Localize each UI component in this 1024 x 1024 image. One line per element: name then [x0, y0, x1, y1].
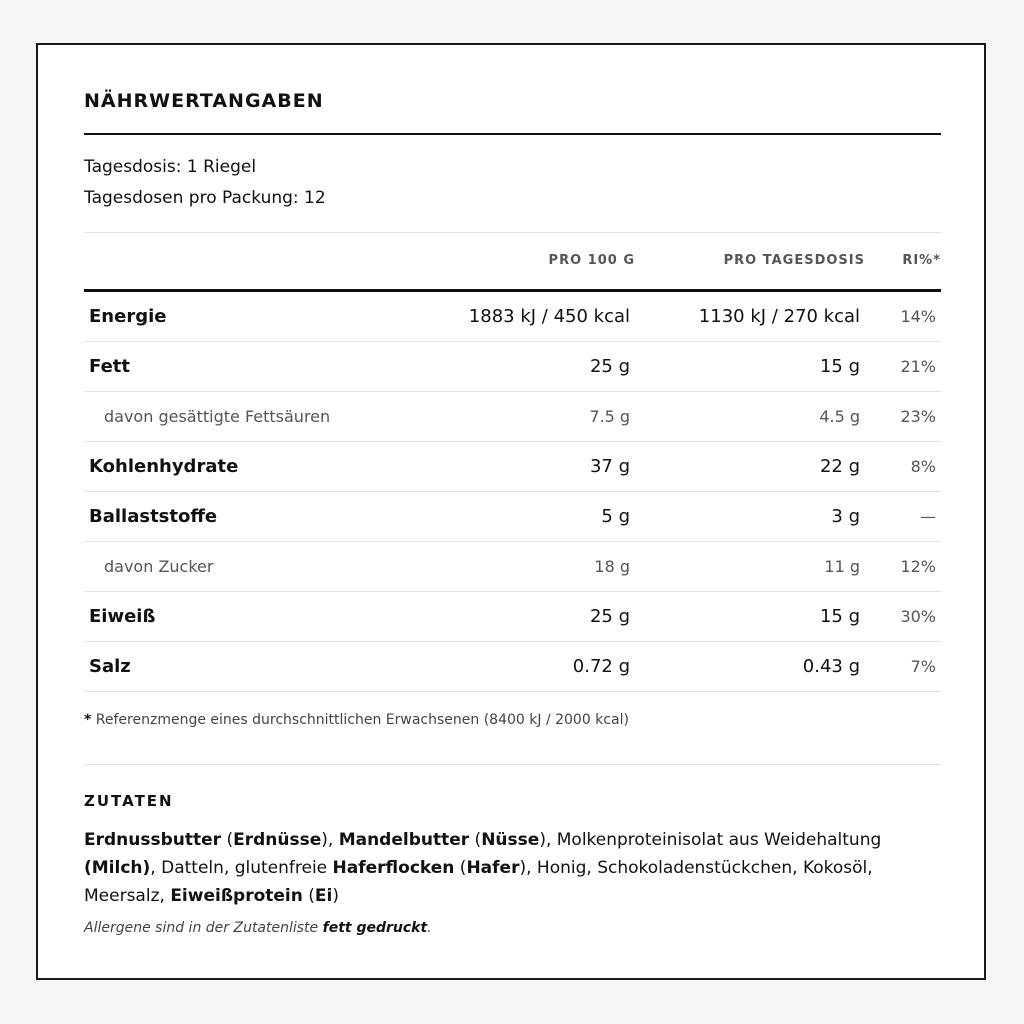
value-per-dose: 4.5 g: [819, 407, 860, 426]
footnote-text: Referenzmenge eines durchschnittlichen Erwachsenen (8400 kJ / 2000 kcal): [91, 712, 629, 728]
footnote-marker: *: [84, 712, 92, 728]
ingredient-text: (: [469, 830, 482, 850]
nutrient-name: Ballaststoffe: [89, 506, 218, 527]
value-ri: 23%: [900, 407, 936, 426]
nutrient-name: davon Zucker: [104, 557, 214, 576]
value-ri: —: [920, 507, 936, 526]
value-per-dose: 11 g: [824, 557, 860, 576]
ingredient-text: ), Molkenproteinisolat aus Weidehaltung: [539, 830, 882, 850]
table-row: [84, 342, 941, 392]
allergen-bold: Ei: [314, 886, 333, 906]
value-per-dose: 15 g: [819, 606, 860, 627]
ingredient-text: ): [332, 886, 339, 906]
table-row: [84, 492, 941, 542]
note-bold: fett gedruckt: [322, 920, 428, 936]
value-per-100g: 1883 kJ / 450 kcal: [468, 306, 630, 327]
value-per-100g: 18 g: [594, 557, 630, 576]
allergen-bold: Nüsse: [481, 830, 540, 850]
allergen-note: [84, 920, 941, 936]
table-row: [84, 542, 941, 592]
value-ri: 30%: [900, 607, 936, 626]
table-row: [84, 292, 941, 342]
table-row: [84, 392, 941, 442]
allergen-bold: Mandelbutter: [338, 830, 470, 850]
nutrition-title: NÄHRWERTANGABEN: [84, 90, 324, 112]
value-per-100g: 7.5 g: [589, 407, 630, 426]
value-per-dose: 3 g: [831, 506, 860, 527]
value-per-100g: 5 g: [601, 506, 630, 527]
nutrient-name: davon gesättigte Fettsäuren: [104, 407, 331, 426]
allergen-bold: Erdnüsse: [233, 830, 322, 850]
nutrition-card: [36, 43, 986, 980]
nutrient-name: Energie: [89, 306, 167, 327]
ingredient-text: ),: [321, 830, 339, 850]
nutrient-name: Eiweiß: [89, 606, 156, 627]
allergen-bold: Haferflocken: [332, 858, 455, 878]
ingredient-text: , Datteln, glutenfreie: [150, 858, 333, 878]
allergen-bold: Hafer: [466, 858, 520, 878]
value-per-100g: 25 g: [589, 606, 630, 627]
note-text: .: [427, 920, 432, 936]
table-row: [84, 642, 941, 692]
value-per-dose: 15 g: [819, 356, 860, 377]
nutrient-name: Fett: [89, 356, 130, 377]
value-ri: 7%: [910, 657, 936, 676]
ingredients-list: [84, 826, 941, 910]
table-row: [84, 592, 941, 642]
ingredients-title: ZUTATEN: [84, 792, 174, 810]
header-ri: RI%*: [902, 253, 941, 268]
allergen-bold: Eiweißprotein: [170, 886, 303, 906]
allergen-bold: (Milch): [84, 858, 151, 878]
value-per-dose: 1130 kJ / 270 kcal: [698, 306, 860, 327]
value-ri: 12%: [900, 557, 936, 576]
divider: [84, 232, 941, 233]
value-per-dose: 22 g: [819, 456, 860, 477]
divider: [84, 764, 941, 765]
ingredient-text: (: [302, 886, 315, 906]
value-ri: 8%: [910, 457, 936, 476]
table-row: [84, 442, 941, 492]
header-per-dose: PRO TAGESDOSIS: [723, 253, 865, 268]
ingredient-text: (: [221, 830, 234, 850]
reference-footnote: [84, 712, 941, 728]
doses-per-pack: Tagesdosen pro Packung: 12: [84, 188, 326, 208]
value-per-dose: 0.43 g: [802, 656, 860, 677]
value-ri: 14%: [900, 307, 936, 326]
value-ri: 21%: [900, 357, 936, 376]
value-per-100g: 37 g: [589, 456, 630, 477]
value-per-100g: 25 g: [589, 356, 630, 377]
nutrient-name: Salz: [89, 656, 131, 677]
ingredient-text: ), Honig, Schokoladenstückchen, Kokosöl, Meersalz,: [84, 858, 873, 906]
header-per-100g: PRO 100 G: [548, 253, 635, 268]
note-text: Allergene sind in der Zutatenliste: [84, 920, 323, 936]
nutrient-name: Kohlenhydrate: [89, 456, 239, 477]
table-header: [84, 253, 941, 277]
value-per-100g: 0.72 g: [572, 656, 630, 677]
title-divider: [84, 133, 941, 135]
ingredient-text: (: [454, 858, 467, 878]
allergen-bold: Erdnussbutter: [84, 830, 222, 850]
daily-dose: Tagesdosis: 1 Riegel: [84, 157, 257, 177]
